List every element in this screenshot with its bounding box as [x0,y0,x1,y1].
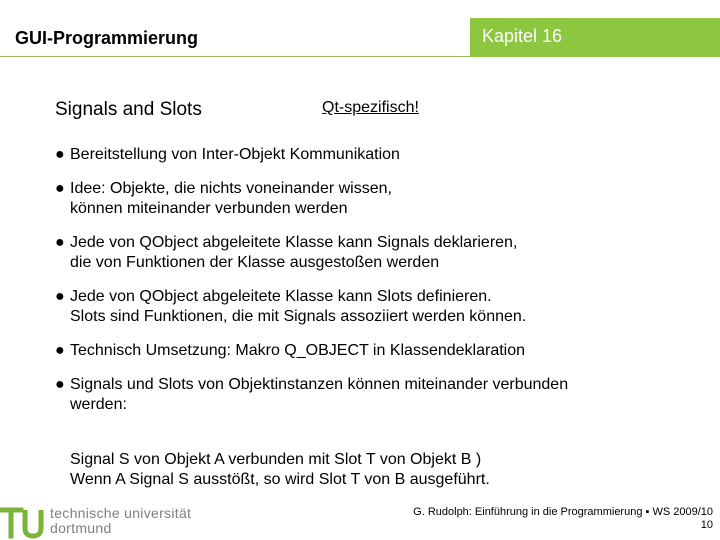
footer-credit [413,506,713,532]
chapter-label: Kapitel 16 [482,26,563,46]
bullet-icon: ● [55,146,65,163]
bullet-item [55,375,695,415]
bullet-list [55,145,695,429]
slide-title: Signals and Slots [55,99,202,120]
tu-logo-icon [0,503,46,540]
bullet-item [55,179,695,219]
bullet-item [55,341,695,361]
qt-note: Qt-spezifisch! [322,99,419,116]
bullet-text: Technisch Umsetzung: Makro Q_OBJECT in Klassendeklaration [70,342,526,359]
example-line-1: Signal S von Objekt A verbunden mit Slot T von Objekt B ) [70,451,482,468]
bullet-text: Signals und Slots von Objektinstanzen können miteinander verbunden werden: [70,376,569,413]
example-line-2: Wenn A Signal S ausstößt, so wird Slot T von B ausgeführt. [70,471,490,488]
bullet-item [55,287,695,327]
page-number: 10 [700,519,713,531]
bullet-icon: ● [55,288,65,305]
university-logo [0,503,210,540]
example-block [70,450,490,490]
bullet-text: Bereitstellung von Inter-Objekt Kommunikation [70,146,400,163]
bullet-item [55,233,695,273]
slide-header [0,18,720,58]
bullet-text: Jede von QObject abgeleitete Klasse kann Slots definieren. Slots sind Funktionen, die mit Signals assoziiert werden können. [70,288,527,325]
bullet-icon: ● [55,342,65,359]
bullet-text: Jede von QObject abgeleitete Klasse kann Signals deklarieren, die von Funktionen der Klasse ausgestoßen werden [70,234,518,271]
footer-credit-text: G. Rudolph: Einführung in die Programmierung ▪ WS 2009/10 [413,506,713,518]
chapter-badge [470,18,720,57]
university-name [50,506,191,536]
header-title-area [0,18,470,57]
bullet-text: Idee: Objekte, die nichts voneinander wissen, können miteinander verbunden werden [70,180,392,217]
university-name-line-2: dortmund [50,520,112,536]
bullet-icon: ● [55,234,65,251]
university-name-line-1: technische universität [50,505,192,521]
bullet-icon: ● [55,376,65,393]
bullet-item [55,145,695,165]
header-title: GUI-Programmierung [15,28,199,48]
bullet-icon: ● [55,180,65,197]
